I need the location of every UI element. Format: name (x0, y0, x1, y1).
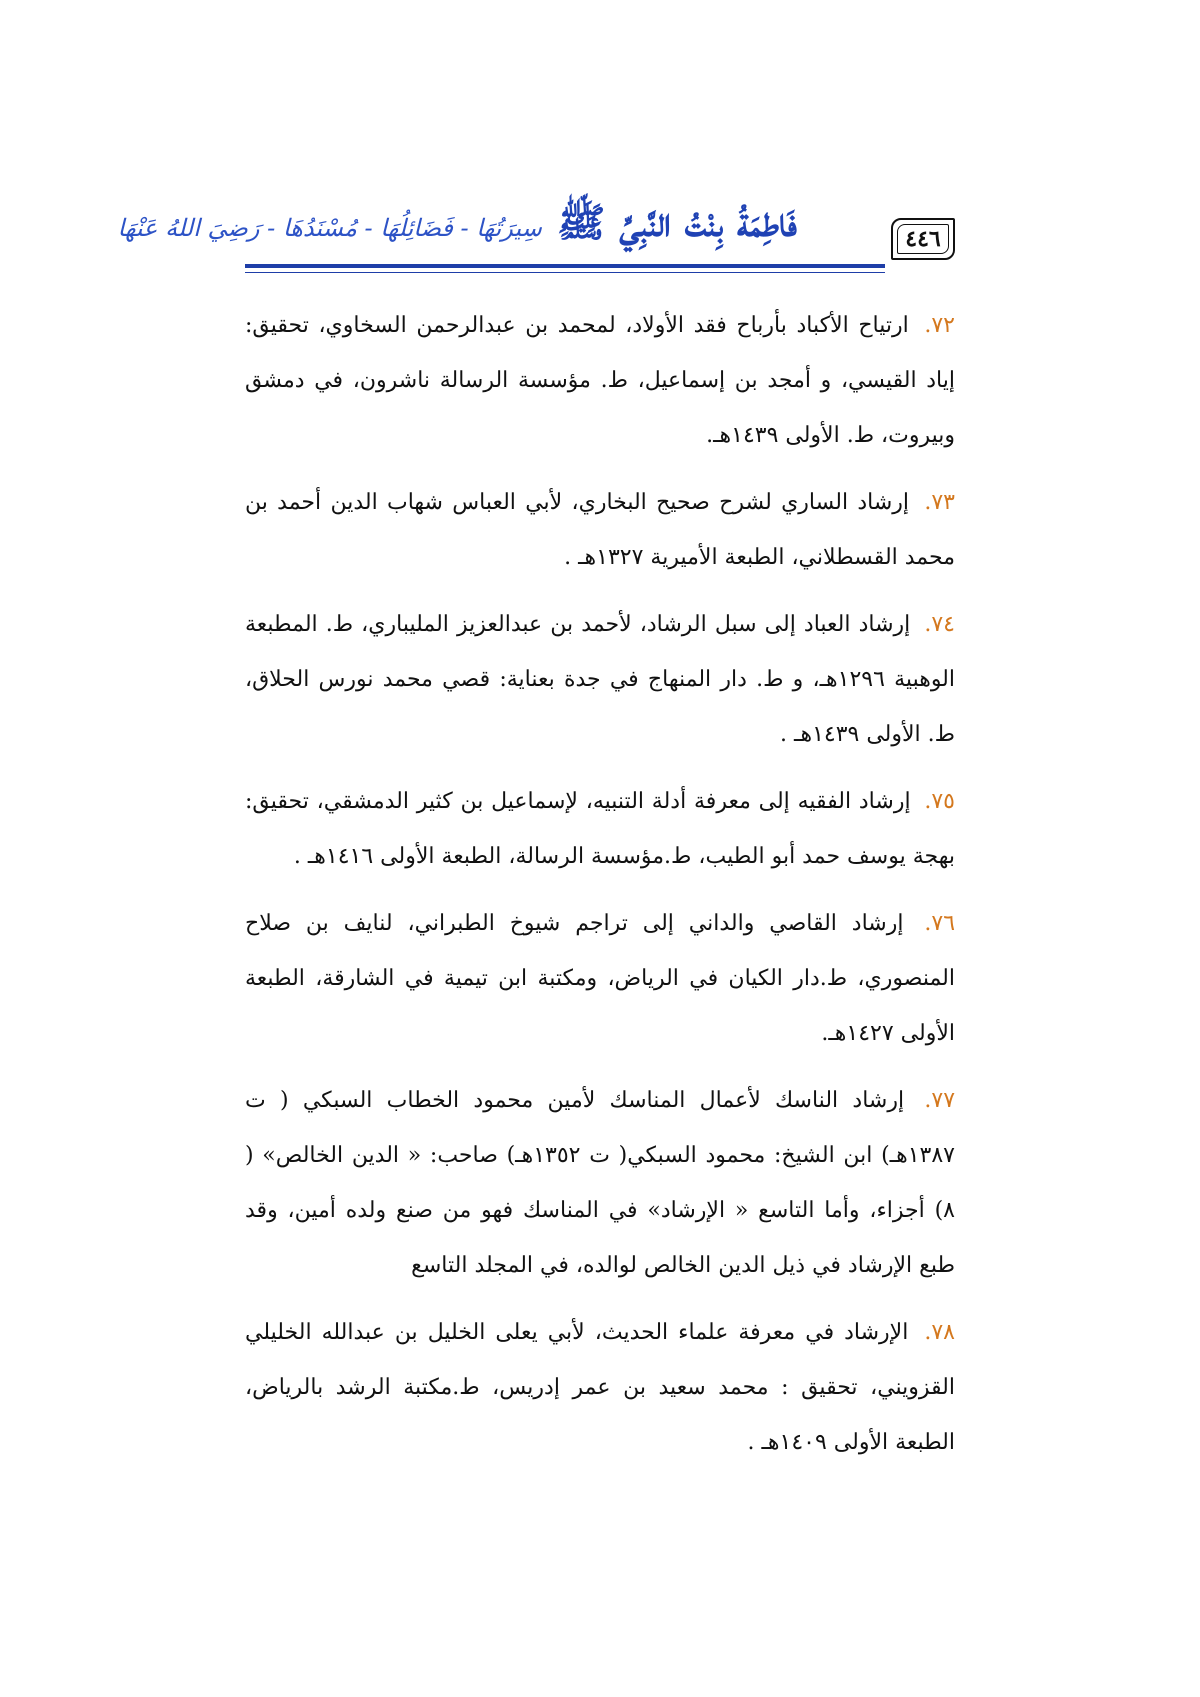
book-subtitle: سِيرَتُهَا - فَضَائِلُهَا - مُسْنَدُهَا - رَضِيَ اللهُ عَنْهَا (117, 214, 542, 242)
bibliography-entry-78 (245, 1305, 955, 1470)
entry-number: ٧٥. (924, 789, 955, 814)
page-header (117, 198, 955, 278)
entry-text: إرشاد الناسك لأعمال المناسك لأمين محمود الخطاب السبكي ( ت ١٣٨٧هـ) ابن الشيخ: محمود السبكي( ت ١٣٥٢هـ) صاحب: « الدين الخالص» ( ٨) أجزاء، وأما التاسع « الإرشاد» في المناسك فهو من صنع ولده أمين، وقد طبع الإرشاد في ذيل الدين الخالص لوالده، في المجلد التاسع (245, 1088, 955, 1278)
header-rule-thin (245, 272, 885, 273)
entry-text: إرشاد الفقيه إلى معرفة أدلة التنبيه، لإسماعيل بن كثير الدمشقي، تحقيق: بهجة يوسف حمد أبو الطيب، ط.مؤسسة الرسالة، الطبعة الأولى ١٤١٦هـ . (245, 789, 955, 869)
book-title: فَاطِمَةُ بِنْتُ النَّبِيِّ ﷺ (557, 199, 797, 246)
bibliography-entry-73 (245, 475, 955, 585)
bibliography-entry-72 (245, 298, 955, 463)
entry-text: ارتياح الأكباد بأرباح فقد الأولاد، لمحمد بن عبدالرحمن السخاوي، تحقيق: إياد القيسي، و أمجد بن إسماعيل، ط. مؤسسة الرسالة ناشرون، في دمشق وبيروت، ط. الأولى ١٤٣٩هـ. (245, 313, 955, 448)
entry-text: إرشاد العباد إلى سبل الرشاد، لأحمد بن عبدالعزيز المليباري، ط. المطبعة الوهبية ١٢٩٦هـ، و ط. دار المنهاج في جدة بعناية: قصي محمد نورس الحلاق، ط. الأولى ١٤٣٩هـ . (245, 612, 955, 747)
header-rule (245, 264, 885, 268)
page-number: ٤٤٦ (905, 226, 941, 252)
bibliography-list (245, 298, 955, 1482)
bibliography-entry-77 (245, 1073, 955, 1293)
entry-text: إرشاد القاصي والداني إلى تراجم شيوخ الطبراني، لنايف بن صلاح المنصوري، ط.دار الكيان في الرياض، ومكتبة ابن تيمية في الشارقة، الطبعة الأولى ١٤٢٧هـ. (245, 911, 955, 1046)
entry-number: ٧٣. (924, 490, 955, 515)
entry-number: ٧٤. (924, 612, 955, 637)
entry-number: ٧٢. (924, 313, 955, 338)
entry-number: ٧٦. (924, 911, 956, 936)
entry-number: ٧٨. (924, 1320, 955, 1345)
entry-text: الإرشاد في معرفة علماء الحديث، لأبي يعلى الخليل بن عبدالله الخليلي القزويني، تحقيق : محمد سعيد بن عمر إدريس، ط.مكتبة الرشد بالرياض، الطبعة الأولى ١٤٠٩هـ . (245, 1320, 955, 1455)
bibliography-entry-75 (245, 774, 955, 884)
bibliography-entry-76 (245, 896, 955, 1061)
entry-text: إرشاد الساري لشرح صحيح البخاري، لأبي العباس شهاب الدين أحمد بن محمد القسطلاني، الطبعة الأميرية ١٣٢٧هـ . (245, 490, 955, 570)
running-title (117, 198, 797, 258)
page-number-frame (891, 218, 955, 260)
entry-number: ٧٧. (924, 1088, 956, 1113)
bibliography-entry-74 (245, 597, 955, 762)
